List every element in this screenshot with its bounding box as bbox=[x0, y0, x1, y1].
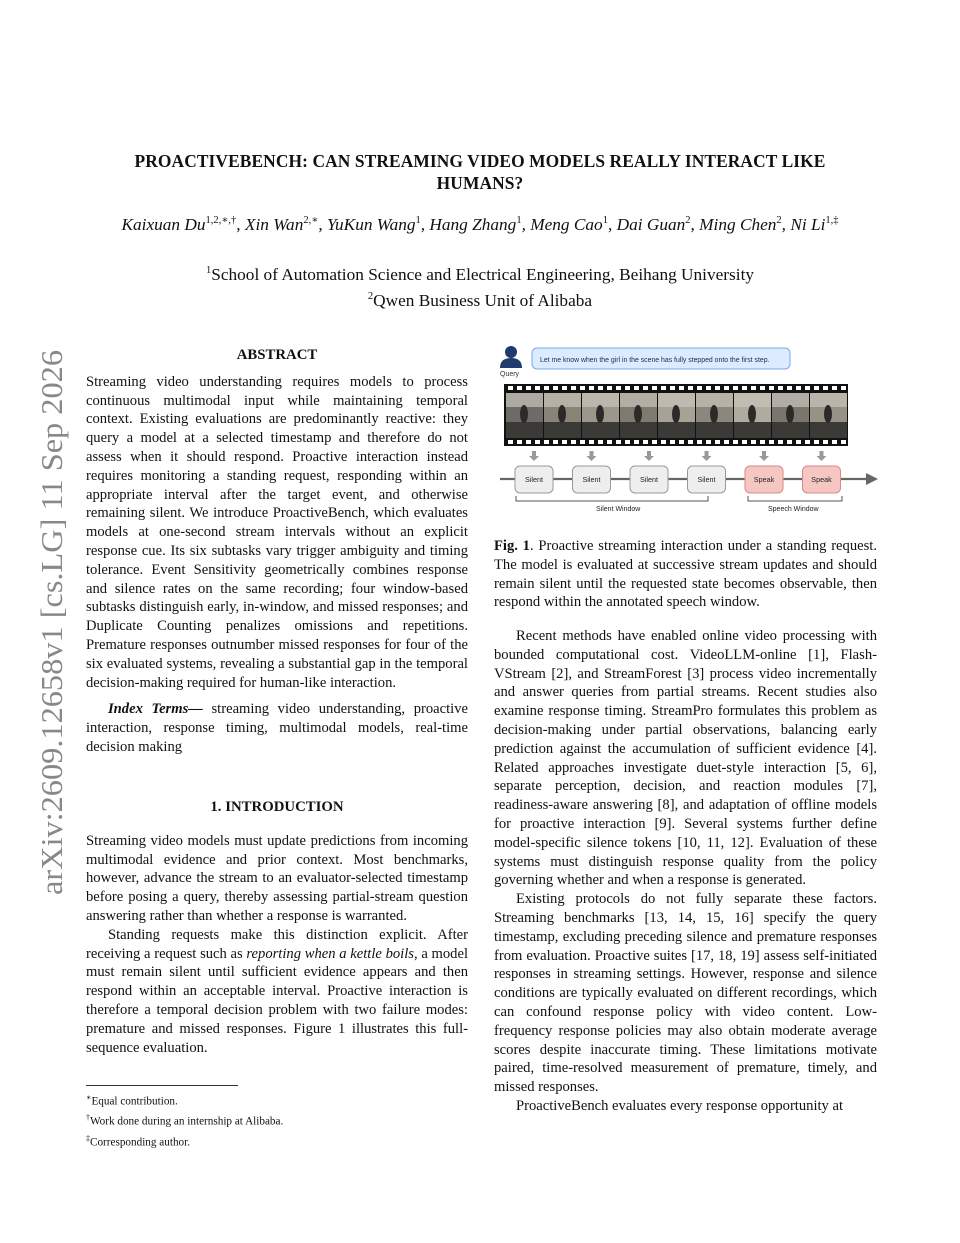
video-frame bbox=[506, 393, 543, 438]
author-1: Kaixuan $Du^{1,2,∗,\dagger}$ bbox=[121, 214, 237, 234]
video-frame bbox=[810, 393, 847, 438]
affiliation-2: $^2$Qwen Business Unit of Alibaba bbox=[367, 290, 593, 310]
paper-title: PROACTIVEBENCH: CAN STREAMING VIDEO MODELS REALLY INTERACT LIKE HUMANS? bbox=[134, 151, 826, 193]
silent-window-label: Silent Window bbox=[596, 506, 641, 513]
silent-step bbox=[688, 466, 726, 493]
author-2: Xin Wan$^{2,∗}$ bbox=[244, 214, 319, 234]
timeline-arrowhead-icon bbox=[866, 473, 878, 485]
footnote-3: ‡Corresponding author. bbox=[86, 1133, 191, 1149]
video-frame bbox=[696, 393, 733, 438]
author-5: Meng Cao$^1$ bbox=[530, 214, 608, 234]
video-frame bbox=[620, 393, 657, 438]
silent-step bbox=[630, 466, 668, 493]
silent-step bbox=[515, 466, 553, 493]
abstract-section bbox=[86, 346, 468, 757]
footnote-1: ∗Equal contribution. bbox=[86, 1093, 178, 1108]
query-text: Let me know when the girl in the scene has fully stepped onto the first step. bbox=[540, 357, 770, 364]
step-label: Silent bbox=[525, 475, 543, 484]
arxiv-sidebar bbox=[30, 350, 70, 895]
intro-paragraph-1: Streaming video models must update predictions from incoming multimodal evidence and prior context. Most benchmarks, however, advance the stream to an evaluator-selected timestamp before posing a query, thereby assessing partial-stream question answering rather than whether a response is warranted. bbox=[86, 832, 468, 924]
caption-text: . Proactive streaming interaction under a standing request. The model is evaluated at successive stream updates and should remain silent until the requested state becomes observable, then respond within the annotated speech window. bbox=[494, 538, 877, 611]
figure-1 bbox=[494, 344, 880, 524]
silent-step bbox=[573, 466, 611, 493]
video-frame bbox=[582, 393, 619, 438]
author-4: Hang Zhang$^1$ bbox=[429, 214, 522, 234]
step-label: Silent bbox=[697, 475, 716, 484]
speak-step bbox=[745, 466, 783, 493]
footnote-2: †Work done during an internship at Alibaba. bbox=[86, 1113, 284, 1129]
user-avatar-icon bbox=[500, 346, 522, 368]
abstract-text: Streaming video understanding requires models to process continuous multimodal input while maintaining temporal context. Existing evaluations are predominantly reactive: they query a model at a selected timestamp and therefore do not assess when it should respond. Proactive interaction instead requires monitoring a standing request, responding within an appropriate interval after the target event, and otherwise remaining silent. We introduce ProactiveBench, which evaluates models at one-second stream intervals without an explicit response cue. Its six subtasks vary trigger ambiguity and timing tolerance. Event Sensitivity geometrically combines response and silence rates on the same recording; four window-based subtasks distinguish early, in-window, and missed responses; and Duplicate Counting penalizes omissions and repetitions. Premature responses outnumber missed responses for four of the six evaluated systems, revealing a substantial gap in the temporal decision-making required for human-like interaction. bbox=[86, 373, 468, 691]
introduction-section bbox=[86, 798, 468, 1057]
video-film-strip bbox=[504, 384, 848, 446]
step-label: Silent bbox=[582, 475, 601, 484]
query-label: Query bbox=[500, 371, 520, 378]
author-list: Kaixuan $Du^{1,2,∗,\dagger}$, Xin Wan$^{2,∗}$, YuKun Wang$^1$, Hang Zhang$^1$, Meng Cao$^1$, Dai Guan$^2$, Ming Chen$^2$, Ni $Li^{1,\ddagger}$ bbox=[121, 214, 839, 234]
right-paragraph-3: ProactiveBench evaluates every response opportunity at bbox=[516, 1097, 844, 1114]
video-frame bbox=[658, 393, 695, 438]
author-8: Ni $Li^{1,\ddagger}$ bbox=[790, 214, 839, 234]
decision-arrows bbox=[529, 451, 827, 461]
caption-label: Fig. 1 bbox=[494, 538, 530, 554]
video-frame bbox=[544, 393, 581, 438]
step-label: Speak bbox=[753, 475, 775, 484]
right-column-body bbox=[494, 627, 877, 1116]
author-3: YuKun Wang$^1$ bbox=[327, 214, 421, 234]
silent-window-bracket bbox=[516, 496, 708, 501]
author-7: Ming Chen$^2$ bbox=[699, 214, 782, 234]
index-terms: Index Terms— streaming video understanding, proactive interaction, response timing, multimodal models, real-time decision making bbox=[86, 701, 468, 755]
video-frame bbox=[734, 393, 771, 438]
intro-paragraph-2: Standing requests make this distinction explicit. After receiving a request such as reporting when a kettle boils, a model must remain silent until sufficient evidence appears and then respond within an acceptable interval. Proactive interaction is therefore a temporal decision problem with two failure modes: premature and missed responses. Figure 1 illustrates this full-sequence evaluation. bbox=[86, 926, 469, 1056]
footnotes bbox=[86, 1090, 468, 1151]
right-paragraph-1: Recent methods have enabled online video processing with bounded computational cost. VideoLLM-online [1], Flash-VStream [2], and StreamForest [3] process video incrementally and answer queries from partial streams. Recent studies also examine response timing. StreamPro formulates this problem as decision-making under partial observations, balancing early prediction against the accumulation of sufficient evidence [4]. Related approaches investigate duet-style interaction [5, 6], separate perception, decision, and reaction modules [7], readiness-aware answering [8], and adaptation of offline models for proactive interaction [9]. Several systems further define model-specific silence tokens [10, 11, 12]. Evaluation of these systems must distinguish response quality from the policy governing whether and when a response is generated. bbox=[494, 628, 877, 889]
speech-window-bracket bbox=[748, 496, 842, 501]
right-paragraph-2: Existing protocols do not fully separate these factors. Streaming benchmarks [13, 14, 15, 16] specify the query timestamp, excluding preceding silence and premature responses from evaluation. Proactive suites [17, 18, 19] assess self-initiated responses in streaming settings. However, response and silence conditions are typically evaluated on different recordings, which can confound response policy with video content. Low-frequency response policies may also obtain moderate average scores despite inaccurate timing. These limitations motivate paired, time-resolved measurement of premature, timely, and missed responses. bbox=[494, 891, 877, 1096]
speech-window-label: Speech Window bbox=[768, 506, 819, 513]
step-label: Speak bbox=[811, 475, 832, 484]
affiliation-1: $^1$School of Automation Science and Electrical Engineering, Beihang University bbox=[205, 264, 755, 284]
figure-1-caption bbox=[494, 537, 877, 612]
footnote-rule bbox=[86, 1085, 238, 1086]
author-6: Dai Guan$^2$ bbox=[616, 214, 691, 234]
introduction-heading: 1. INTRODUCTION bbox=[210, 799, 344, 815]
affiliations bbox=[60, 260, 900, 312]
step-label: Silent bbox=[640, 475, 658, 484]
speak-step bbox=[803, 466, 841, 493]
arxiv-identifier: arXiv:2609.12658v1 [cs.LG] 11 Sep 2026 bbox=[34, 372, 69, 895]
video-frame bbox=[772, 393, 809, 438]
abstract-heading: ABSTRACT bbox=[236, 347, 318, 363]
